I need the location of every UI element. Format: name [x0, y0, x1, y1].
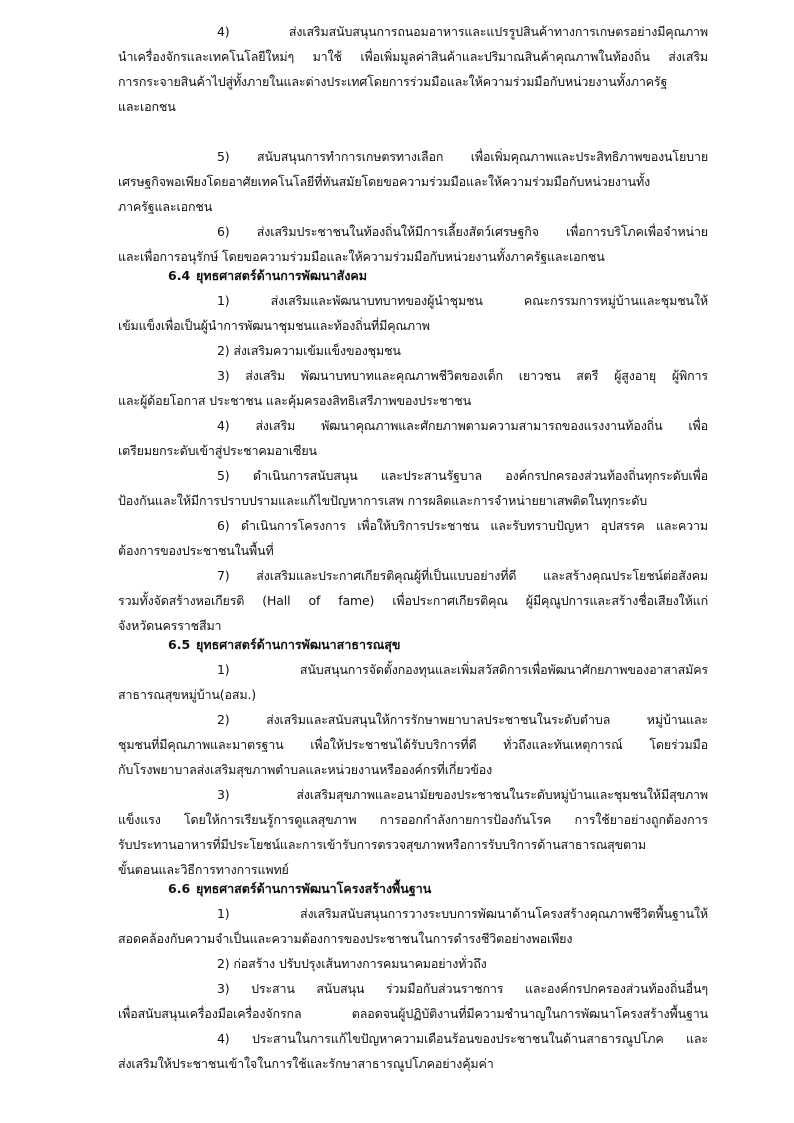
- section-title: ยุทธศาสตร์ด้านการพัฒนาสาธารณสุข: [196, 637, 401, 652]
- section-title: ยุทธศาสตร์ด้านการพัฒนาโครงสร้างพื้นฐาน: [196, 881, 432, 896]
- text-line: ขั้นตอนและวิธีการทางการแพทย์: [118, 862, 289, 877]
- text-line: ต้องการของประชาชนในพื้นที่: [118, 543, 274, 558]
- text-line: นำเครื่องจักรและเทคโนโลยีใหม่ๆ มาใช้ เพื่อเพิ่มมูลค่าสินค้าและปริมาณสินค้าคุณภาพในท้องถิ่น ส่งเสริม: [118, 49, 708, 64]
- text-line: 7) ส่งเสริมและประกาศเกียรติคุณผู้ที่เป็นแบบอย่างที่ดี และสร้างคุณประโยชน์ต่อสังคม: [217, 568, 708, 583]
- text-line: กับโรงพยาบาลส่งเสริมสุขภาพตำบลและหน่วยงานหรือองค์กรที่เกี่ยวข้อง: [118, 762, 493, 777]
- text-line: 3) ประสาน สนับสนุน ร่วมมือกับส่วนราชการ และองค์กรปกครองส่วนท้องถิ่นอื่นๆ: [217, 981, 708, 996]
- text-line: 1) ส่งเสริมสนับสนุนการวางระบบการพัฒนาด้านโครงสร้างคุณภาพชีวิตพื้นฐานให้: [217, 906, 708, 921]
- text-line: 1) สนับสนุนการจัดตั้งกองทุนและเพิ่มสวัสดิการเพื่อพัฒนาศักยภาพของอาสาสมัคร: [217, 662, 708, 677]
- text-line: รวมทั้งจัดสร้างหอเกียรติ (Hall of fame) เพื่อประกาศเกียรติคุณ ผู้มีคุณูปการและสร้างชื่อเสียงให้แก่: [118, 593, 708, 608]
- text-line: เข้มแข็งเพื่อเป็นผู้นำการพัฒนาชุมชนและท้องถิ่นที่มีคุณภาพ: [118, 318, 430, 333]
- text-line: เตรียมยกระดับเข้าสู่ประชาคมอาเซียน: [118, 443, 317, 458]
- text-line: 5) ดำเนินการสนับสนุน และประสานรัฐบาล องค์กรปกครองส่วนท้องถิ่นทุกระดับเพื่อ: [217, 468, 708, 483]
- section-heading-6-5: [168, 637, 708, 653]
- section-heading-6-4: [168, 268, 708, 284]
- text-line: การกระจายสินค้าไปสู่ทั้งภายในและต่างประเทศโดยการร่วมมือและให้ความร่วมมือกับหน่วยงานทั้งภาครัฐ: [118, 74, 668, 89]
- text-line: 3) ส่งเสริม พัฒนาบทบาทและคุณภาพชีวิตของเด็ก เยาวชน สตรี ผู้สูงอายุ ผู้พิการ: [217, 368, 708, 383]
- text-line: และผู้ด้อยโอกาส ประชาชน และคุ้มครองสิทธิเสรีภาพของประชาชน: [118, 393, 472, 408]
- text-line: และเอกชน: [118, 99, 176, 114]
- text-line: ชุมชนที่มีคุณภาพและมาตรฐาน เพื่อให้ประชาชนได้รับบริการที่ดี ทั่วถึงและทันเหตุการณ์ โดยร่วมมือ: [118, 737, 708, 752]
- text-line: 6) ส่งเสริมประชาชนในท้องถิ่นให้มีการเลี้ยงสัตว์เศรษฐกิจ เพื่อการบริโภคเพื่อจำหน่าย: [217, 224, 708, 239]
- text-line: 4) ส่งเสริม พัฒนาคุณภาพและศักยภาพตามความสามารถของแรงงานท้องถิ่น เพื่อ: [217, 418, 708, 433]
- text-line: 6) ดำเนินการโครงการ เพื่อให้บริการประชาชน และรับทราบปัญหา อุปสรรค และความ: [217, 518, 708, 533]
- text-line: จังหวัดนครราชสีมา: [118, 618, 222, 633]
- text-line: สาธารณสุขหมู่บ้าน(อสม.): [118, 687, 257, 702]
- text-line: 3) ส่งเสริมสุขภาพและอนามัยของประชาชนในระดับหมู่บ้านและชุมชนให้มีสุขภาพ: [217, 787, 708, 802]
- text-line: 5) สนับสนุนการทำการเกษตรทางเลือก เพื่อเพิ่มคุณภาพและประสิทธิภาพของนโยบาย: [217, 149, 708, 164]
- text-line: สอดคล้องกับความจำเป็นและความต้องการของประชาชนในการดำรงชีวิตอย่างพอเพียง: [118, 931, 573, 946]
- section-number: 6.5: [168, 637, 191, 652]
- text-line: 2) ก่อสร้าง ปรับปรุงเส้นทางการคมนาคมอย่างทั่วถึง: [217, 956, 487, 971]
- text-line: 1) ส่งเสริมและพัฒนาบทบาทของผู้นำชุมชน คณะกรรมการหมู่บ้านและชุมชนให้: [217, 293, 708, 308]
- text-line: 4) ส่งเสริมสนับสนุนการถนอมอาหารและแปรรูปสินค้าทางการเกษตรอย่างมีคุณภาพ: [217, 24, 708, 39]
- section-heading-6-6: [168, 881, 708, 897]
- text-line: รับประทานอาหารที่มีประโยชน์และการเข้ารับการตรวจสุขภาพหรือการรับบริการด้านสาธารณสุขตาม: [118, 837, 646, 852]
- text-line: เพื่อสนับสนุนเครื่องมือเครื่องจักรกล ตลอดจนผู้ปฏิบัติงานที่มีความชำนาญในการพัฒนาโครงสร้างพื้นฐาน: [118, 1006, 708, 1021]
- section-title: ยุทธศาสตร์ด้านการพัฒนาสังคม: [196, 268, 368, 283]
- text-line: ป้องกันและให้มีการปราบปรามและแก้ไขปัญหาการเสพ การผลิตและการจำหน่ายยาเสพติดในทุกระดับ: [118, 493, 648, 508]
- section-number: 6.4: [168, 268, 191, 283]
- section-number: 6.6: [168, 881, 191, 896]
- text-line: เศรษฐกิจพอเพียงโดยอาศัยเทคโนโลยีที่ทันสมัยโดยขอความร่วมมือและให้ความร่วมมือกับหน่วยงานทั้ง: [118, 174, 651, 189]
- text-line: และเพื่อการอนุรักษ์ โดยขอความร่วมมือและให้ความร่วมมือกับหน่วยงานทั้งภาครัฐและเอกชน: [118, 249, 605, 264]
- text-line: 4) ประสานในการแก้ไขปัญหาความเดือนร้อนของประชาชนในด้านสาธารณูปโภค และ: [217, 1031, 708, 1046]
- text-line: ภาครัฐและเอกชน: [118, 199, 213, 214]
- text-line: 2) ส่งเสริมความเข้มแข็งของชุมชน: [217, 343, 401, 358]
- text-line: ส่งเสริมให้ประชาชนเข้าใจในการใช้และรักษาสาธารณูปโภคอย่างคุ้มค่า: [118, 1056, 494, 1071]
- text-line: 2) ส่งเสริมและสนับสนุนให้การรักษาพยาบาลประชาชนในระดับตำบล หมู่บ้านและ: [217, 712, 708, 727]
- text-line: แข็งแรง โดยให้การเรียนรู้การดูแลสุขภาพ การออกกำลังกายการป้องกันโรค การใช้ยาอย่างถูกต้องการ: [118, 812, 708, 827]
